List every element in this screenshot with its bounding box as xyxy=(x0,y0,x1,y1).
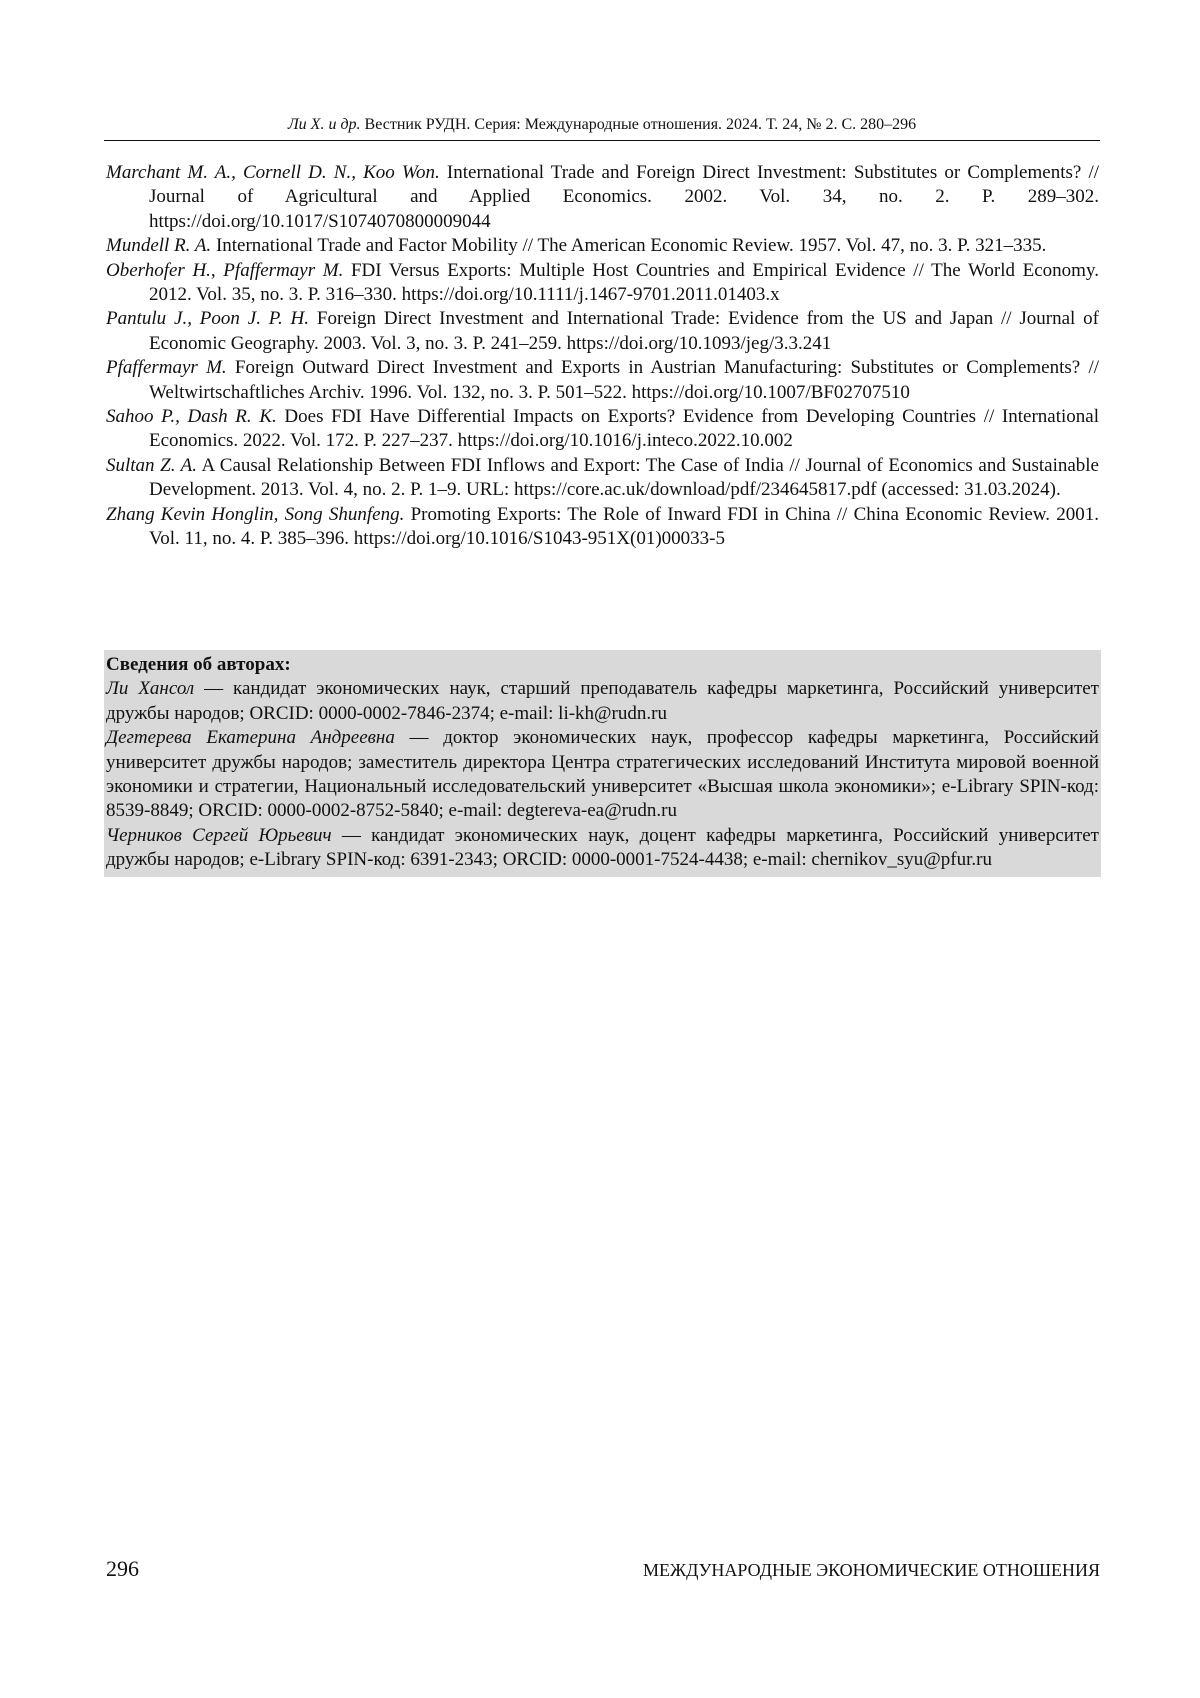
author-details: — кандидат экономических наук, старший преподаватель кафедры маркетинга, Российский университет дружбы народов; ORCID: 0000-0002-7846-2374; e-mail: li-kh@rudn.ru xyxy=(106,678,1099,723)
reference-authors: Mundell R. A. xyxy=(106,235,211,256)
reference-text: A Causal Relationship Between FDI Inflows and Export: The Case of India // Journal of Economics and Sustainable Development. 2013. Vol. 4, no. 2. P. 1–9. URL: https://core.ac.uk/download/pdf/234645817.pdf (accessed: 31.03.2024). xyxy=(149,455,1099,500)
page-number: 296 xyxy=(106,1555,139,1583)
reference-authors: Marchant M. A., Cornell D. N., Koo Won. xyxy=(106,162,440,183)
running-header xyxy=(104,114,1100,136)
reference-text: FDI Versus Exports: Multiple Host Countries and Empirical Evidence // The World Economy. 2012. Vol. 35, no. 3. P. 316–330. https://doi.org/10.1111/j.1467-9701.2011.01403.x xyxy=(149,260,1099,305)
reference-authors: Sahoo P., Dash R. K. xyxy=(106,406,277,427)
reference-text: Foreign Direct Investment and International Trade: Evidence from the US and Japan // Journal of Economic Geography. 2003. Vol. 3, no. 3. P. 241–259. https://doi.org/10.1093/jeg/3.3.241 xyxy=(149,308,1099,353)
reference-text: International Trade and Factor Mobility // The American Economic Review. 1957. Vol. 47, no. 3. P. 321–335. xyxy=(211,235,1046,256)
reference-authors: Pfaffermayr M. xyxy=(106,357,227,378)
reference-authors: Zhang Kevin Honglin, Song Shunfeng. xyxy=(106,504,404,525)
reference-text: Foreign Outward Direct Investment and Exports in Austrian Manufacturing: Substitutes or Complements? // Weltwirtschaftliches Archiv. 1996. Vol. 132, no. 3. P. 501–522. https://doi.org/10.1007/BF02707510 xyxy=(149,357,1099,402)
header-rule xyxy=(104,140,1100,141)
author-name: Ли Хансол xyxy=(106,678,194,699)
header-authors: Ли Х. и др. xyxy=(288,116,361,133)
reference-text: International Trade and Foreign Direct Investment: Substitutes or Complements? // Journal of Agricultural and Applied Economics. 2002. Vol. 34, no. 2. P. 289–302. https://doi.org/10.1017/S1074070800009044 xyxy=(149,162,1099,232)
reference-item xyxy=(106,405,1099,454)
reference-item xyxy=(106,161,1099,234)
reference-item xyxy=(106,356,1099,405)
author-entry xyxy=(104,824,1101,873)
reference-item xyxy=(106,307,1099,356)
authors-info-title: Сведения об авторах: xyxy=(104,653,1101,677)
section-footer: МЕЖДУНАРОДНЫЕ ЭКОНОМИЧЕСКИЕ ОТНОШЕНИЯ xyxy=(643,1558,1100,1582)
author-name: Дегтерева Екатерина Андреевна xyxy=(106,727,395,748)
reference-text: Promoting Exports: The Role of Inward FDI in China // China Economic Review. 2001. Vol. 11, no. 4. P. 385–396. https://doi.org/10.1016/S1043-951X(01)00033-5 xyxy=(149,504,1099,549)
author-name: Черников Сергей Юрьевич xyxy=(106,825,332,846)
reference-item xyxy=(106,259,1099,308)
reference-authors: Oberhofer H., Pfaffermayr M. xyxy=(106,260,343,281)
author-entry xyxy=(104,677,1101,726)
reference-authors: Pantulu J., Poon J. P. H. xyxy=(106,308,309,329)
reference-text: Does FDI Have Differential Impacts on Exports? Evidence from Developing Countries // International Economics. 2022. Vol. 172. P. 227–237. https://doi.org/10.1016/j.inteco.2022.10.002 xyxy=(149,406,1099,451)
reference-item xyxy=(106,454,1099,503)
reference-item xyxy=(106,234,1099,258)
author-details: — доктор экономических наук, профессор кафедры маркетинга, Российский университет дружбы народов; заместитель директора Центра стратегических исследований Института мировой военной экономики и стратегии, Национальный исследовательский университет «Высшая школа экономики»; e-Library SPIN-код: 8539-8849; ORCID: 0000-0002-8752-5840; e-mail: degtereva-ea@rudn.ru xyxy=(106,727,1099,821)
reference-item xyxy=(106,503,1099,552)
reference-list xyxy=(106,161,1099,552)
author-entry xyxy=(104,726,1101,824)
reference-authors: Sultan Z. A. xyxy=(106,455,197,476)
header-citation: Вестник РУДН. Серия: Международные отношения. 2024. Т. 24, № 2. С. 280–296 xyxy=(361,116,917,133)
authors-info-box xyxy=(104,650,1101,877)
author-details: — кандидат экономических наук, доцент кафедры маркетинга, Российский университет дружбы народов; e-Library SPIN-код: 6391-2343; ORCID: 0000-0001-7524-4438; e-mail: chernikov_syu@pfur.ru xyxy=(106,825,1099,870)
